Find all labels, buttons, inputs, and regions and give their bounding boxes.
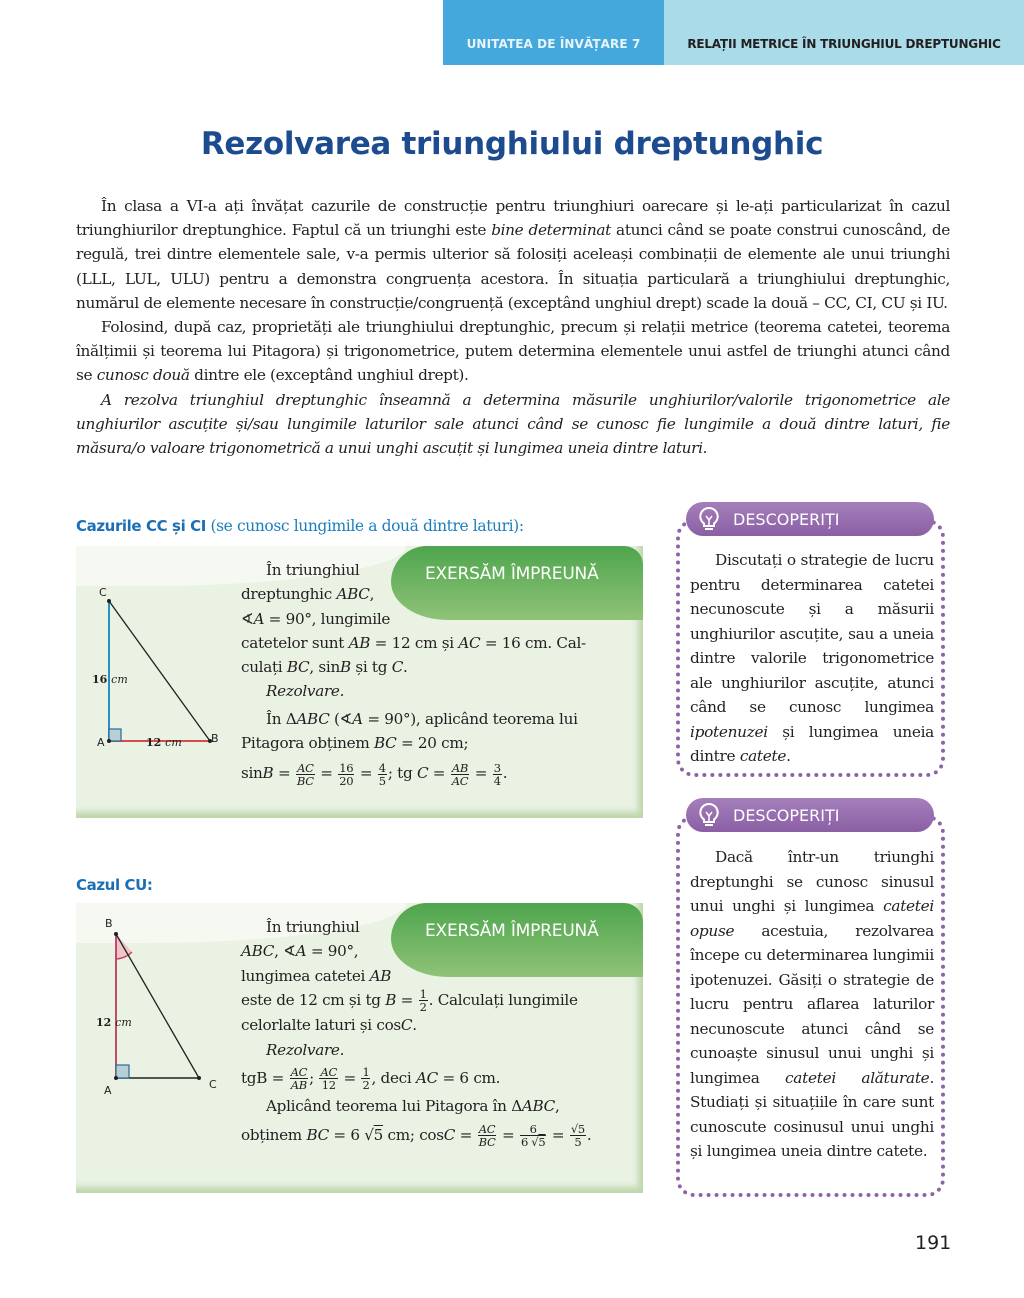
- lightbulb-icon: [696, 801, 722, 829]
- section-heading-cu: Cazul CU:: [76, 876, 153, 894]
- discover-text-1: Discutați o strategie de lucru pentru determinarea catetei necunoscute și a măsurii unghiurilor ascuțite, sau a uneia dintre valorile trigonometrice ale unghiurilor ascuțite, atunci când se cunosc lungimea ipotenuzei și lungimea uneia dintre catete.: [690, 551, 934, 765]
- vertex-a-label: A: [97, 736, 105, 749]
- discover-header-1: DESCOPERIȚI: [686, 502, 934, 536]
- unit-text: UNITATEA DE ÎNVĂȚARE 7: [466, 37, 641, 51]
- exercise-2-text: În triunghiul ABC, ∢A = 90°, lungimea catetei AB este de 12 cm și tg B = $\frac{1}{2}$ . Calculați lungimile celorlalte laturi și cosC. Rezolvare. tgB = $\frac{AC}{AB}$ ; $\frac{AC}{12}$ = $\frac{1}{2}$ , deci AC = 6 cm. Aplicând teorema lui Pitagora în ΔABC, obținem BC = 6 √5 cm; cosC = $\frac{AC}{BC}$ = $\frac{6}{6 √5}$ = $\frac{√5}{5}$ .: [241, 918, 592, 1150]
- formula-tgb: tgB = $\frac{AC}{AB}$ ; $\frac{AC}{12}$ = $\frac{1}{2}$ , deci AC = 6 cm.: [241, 1065, 501, 1093]
- vertex-a-label: A: [104, 1084, 112, 1097]
- chapter-text: RELAȚII METRICE ÎN TRIUNGHIUL DREPTUNGHIC: [687, 37, 1001, 51]
- exercise-tab-2: EXERSĂM ÎMPREUNĂ: [391, 903, 643, 977]
- section-heading-cc-ci: Cazurile CC și CI (se cunosc lungimile a două dintre laturi):: [76, 517, 524, 535]
- hypotenuse-bc: [109, 601, 210, 741]
- unit-label: [443, 0, 664, 65]
- formula-sinb-tgc: sinB = $\frac{AC}{BC}$ = $\frac{16}{20}$ = $\frac{4}{5}$ ; tg C = $\frac{AB}{AC}$ = $\frac{3}{4}$ .: [241, 760, 508, 788]
- exercise-1-text: În triunghiul dreptunghic ABC, ∢A = 90°, lungimile catetelor sunt AB = 12 cm și AC = 16 cm. Cal- culați BC, sinB și tg C. Rezolvare. În ΔABC (∢A = 90°), aplicând teorema lui Pitagora obținem BC = 20 cm; sinB = $\frac{AC}{BC}$ = $\frac{16}{20}$ = $\frac{4}{5}$ ; tg C = $\frac{AB}{AC}$ = $\frac{3}{4}$ .: [241, 561, 586, 788]
- side-ac-length: 16 cm: [92, 673, 128, 686]
- hypotenuse-bc: [116, 934, 199, 1078]
- vertex-c-label: C: [209, 1078, 217, 1091]
- intro-paragraph-2: Folosind, după caz, proprietăți ale triunghiului dreptunghic, precum și relații metrice (teorema catetei, teorema înălțimii și teorema lui Pitagora) și trigonometrice, putem determina elementele unui astfel de triunghi atunci când se cunosc două dintre ele (exceptând unghiul drept).: [76, 318, 950, 385]
- formula-cosc: obținem BC = 6 √5 cm; cosC = $\frac{AC}{BC}$ = $\frac{6}{6 √5}$ = $\frac{√5}{5}$ .: [241, 1122, 592, 1150]
- page-number: 191: [915, 1232, 952, 1254]
- intro-text: [76, 194, 950, 460]
- vertex-b-label: B: [211, 732, 219, 745]
- right-angle-mark: [109, 729, 121, 741]
- vertex-b-label: B: [105, 917, 113, 930]
- triangle-figure-2: [86, 923, 236, 1093]
- exercise-box-1: [76, 546, 643, 818]
- lightbulb-icon: [696, 505, 722, 533]
- intro-paragraph-1: În clasa a VI-a ați învățat cazurile de construcție pentru triunghiuri oarecare și le-ați particularizat în cazul triunghiurilor dreptunghice. Faptul că un triunghi este bine determinat atunci când se poate construi cunoscând, de regulă, trei dintre elementele sale, v-a permis ulterior să folosiți aceleași combinații de elemente ale unui triunghi (LLL, LUL, ULU) pentru a demonstra congruența acestora. În situația particulară a triunghiului dreptunghic, numărul de elemente necesare în construcție/congruență (exceptând unghiul drept) scade la două – CC, CI, CU și IU.: [76, 197, 950, 312]
- right-angle-mark: [116, 1065, 129, 1078]
- discover-header-2: DESCOPERIȚI: [686, 798, 934, 832]
- side-ab-length: 12 cm: [96, 1016, 132, 1029]
- vertex-c-label: C: [99, 586, 107, 599]
- side-ab-length: 12 cm: [146, 736, 182, 749]
- exercise-box-2: [76, 903, 643, 1193]
- discover-text-2: Dacă într-un triunghi dreptunghi se cunosc sinusul unui unghi și lungimea catetei opuse acestuia, rezolvarea începe cu determinarea lungimii ipotenuzei. Găsiți o strategie de lucru pentru aflarea laturilor necunoscute atunci când se cunoaște sinusul unui unghi și lungimea catetei alăturate. Studiați și situațiile în care sunt cunoscute cosinusul unui unghi și lungimea uneia dintre catete.: [690, 848, 934, 1160]
- page-title: Rezolvarea triunghiului dreptunghic: [200, 126, 824, 162]
- exercise-tab-1: EXERSĂM ÎMPREUNĂ: [391, 546, 643, 620]
- triangle-figure-1: [86, 576, 236, 756]
- intro-paragraph-3: A rezolva triunghiul dreptunghic înseamnă a determina măsurile unghiurilor/valorile trigonometrice ale unghiurilor ascuțite și/sau lungimile laturilor sale atunci când se cunosc fie lungimile a două dintre laturi, fie măsura/o valoare trigonometrică a unui unghi ascuțit și lungimea uneia dintre laturi.: [76, 390, 950, 458]
- chapter-label: [664, 0, 1024, 65]
